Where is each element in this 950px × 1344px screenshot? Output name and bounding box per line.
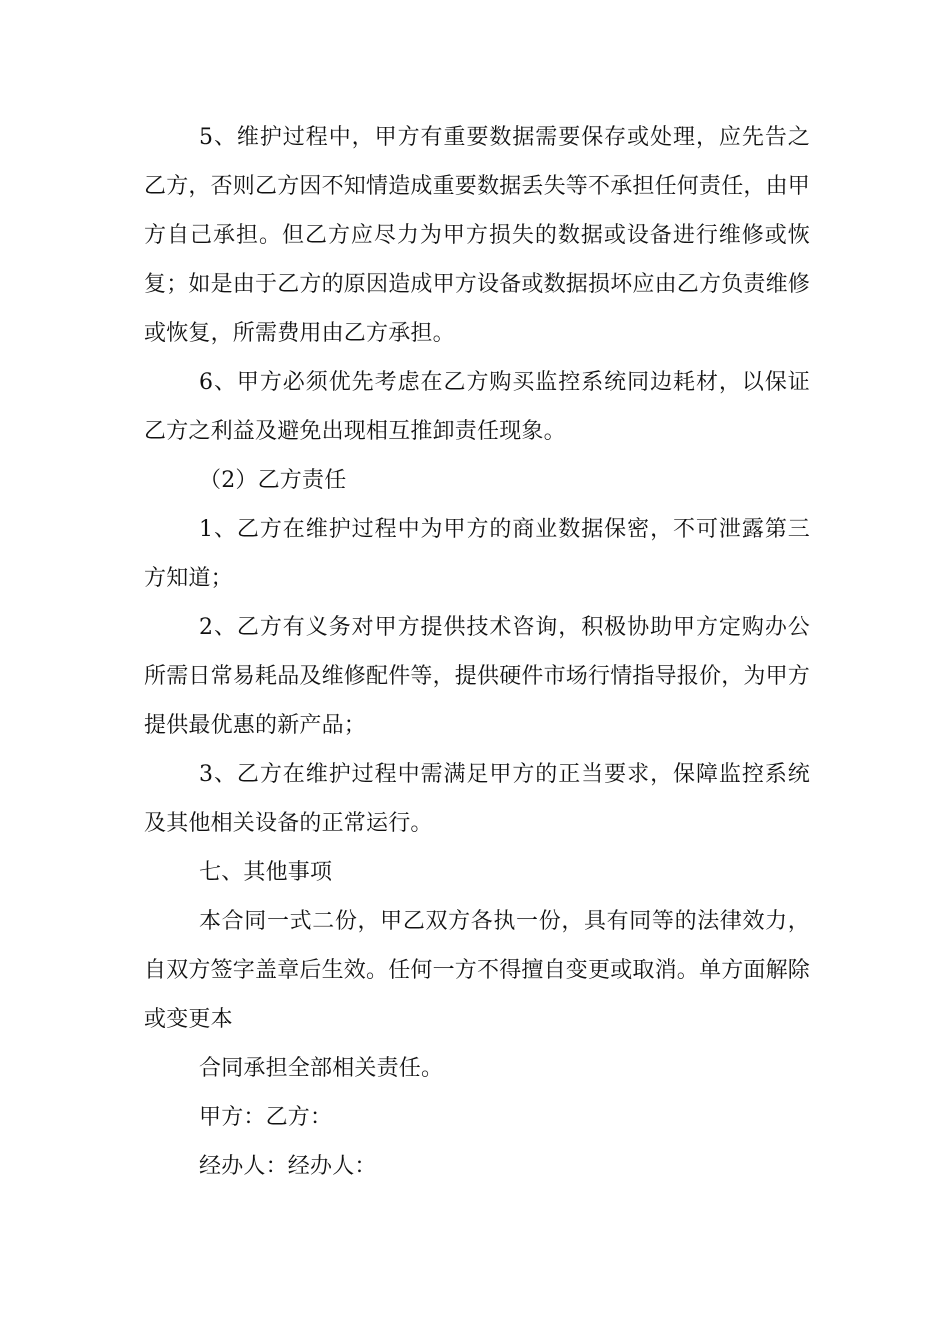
clause-5-paragraph: 5、维护过程中，甲方有重要数据需要保存或处理，应先告之乙方，否则乙方因不知情造成重要数据丢失等不承担任何责任，由甲方自己承担。但乙方应尽力为甲方损失的数据或设备进行维修或恢复；如是由于乙方的原因造成甲方设备或数据损坏应由乙方负责维修或恢复，所需费用由乙方承担。 xyxy=(144,125,811,346)
party-b-clause-3-paragraph: 3、乙方在维护过程中需满足甲方的正当要求，保障监控系统及其他相关设备的正常运行。 xyxy=(144,762,810,836)
contract-copies-paragraph: 本合同一式二份，甲乙双方各执一份，具有同等的法律效力，自双方签字盖章后生效。任何一方不得擅自变更或取消。单方面解除或变更本 xyxy=(144,909,811,1032)
party-signature-line: 甲方：乙方： xyxy=(199,1105,333,1130)
party-b-clause-2-paragraph: 2、乙方有义务对甲方提供技术咨询，积极协助甲方定购办公所需日常易耗品及维修配件等，提供硬件市场行情指导报价，为甲方提供最优惠的新产品； xyxy=(144,615,811,738)
document-body xyxy=(144,113,810,1191)
party-b-responsibility-heading: （2）乙方责任 xyxy=(199,468,347,493)
clause-6-paragraph: 6、甲方必须优先考虑在乙方购买监控系统同边耗材，以保证乙方之利益及避免出现相互推卸责任现象。 xyxy=(144,370,810,444)
party-b-clause-1-paragraph: 1、乙方在维护过程中为甲方的商业数据保密，不可泄露第三方知道； xyxy=(144,517,810,591)
contract-liability-paragraph: 合同承担全部相关责任。 xyxy=(199,1056,444,1081)
handler-signature-line: 经办人：经办人： xyxy=(199,1154,377,1179)
other-matters-heading: 七、其他事项 xyxy=(199,860,333,885)
